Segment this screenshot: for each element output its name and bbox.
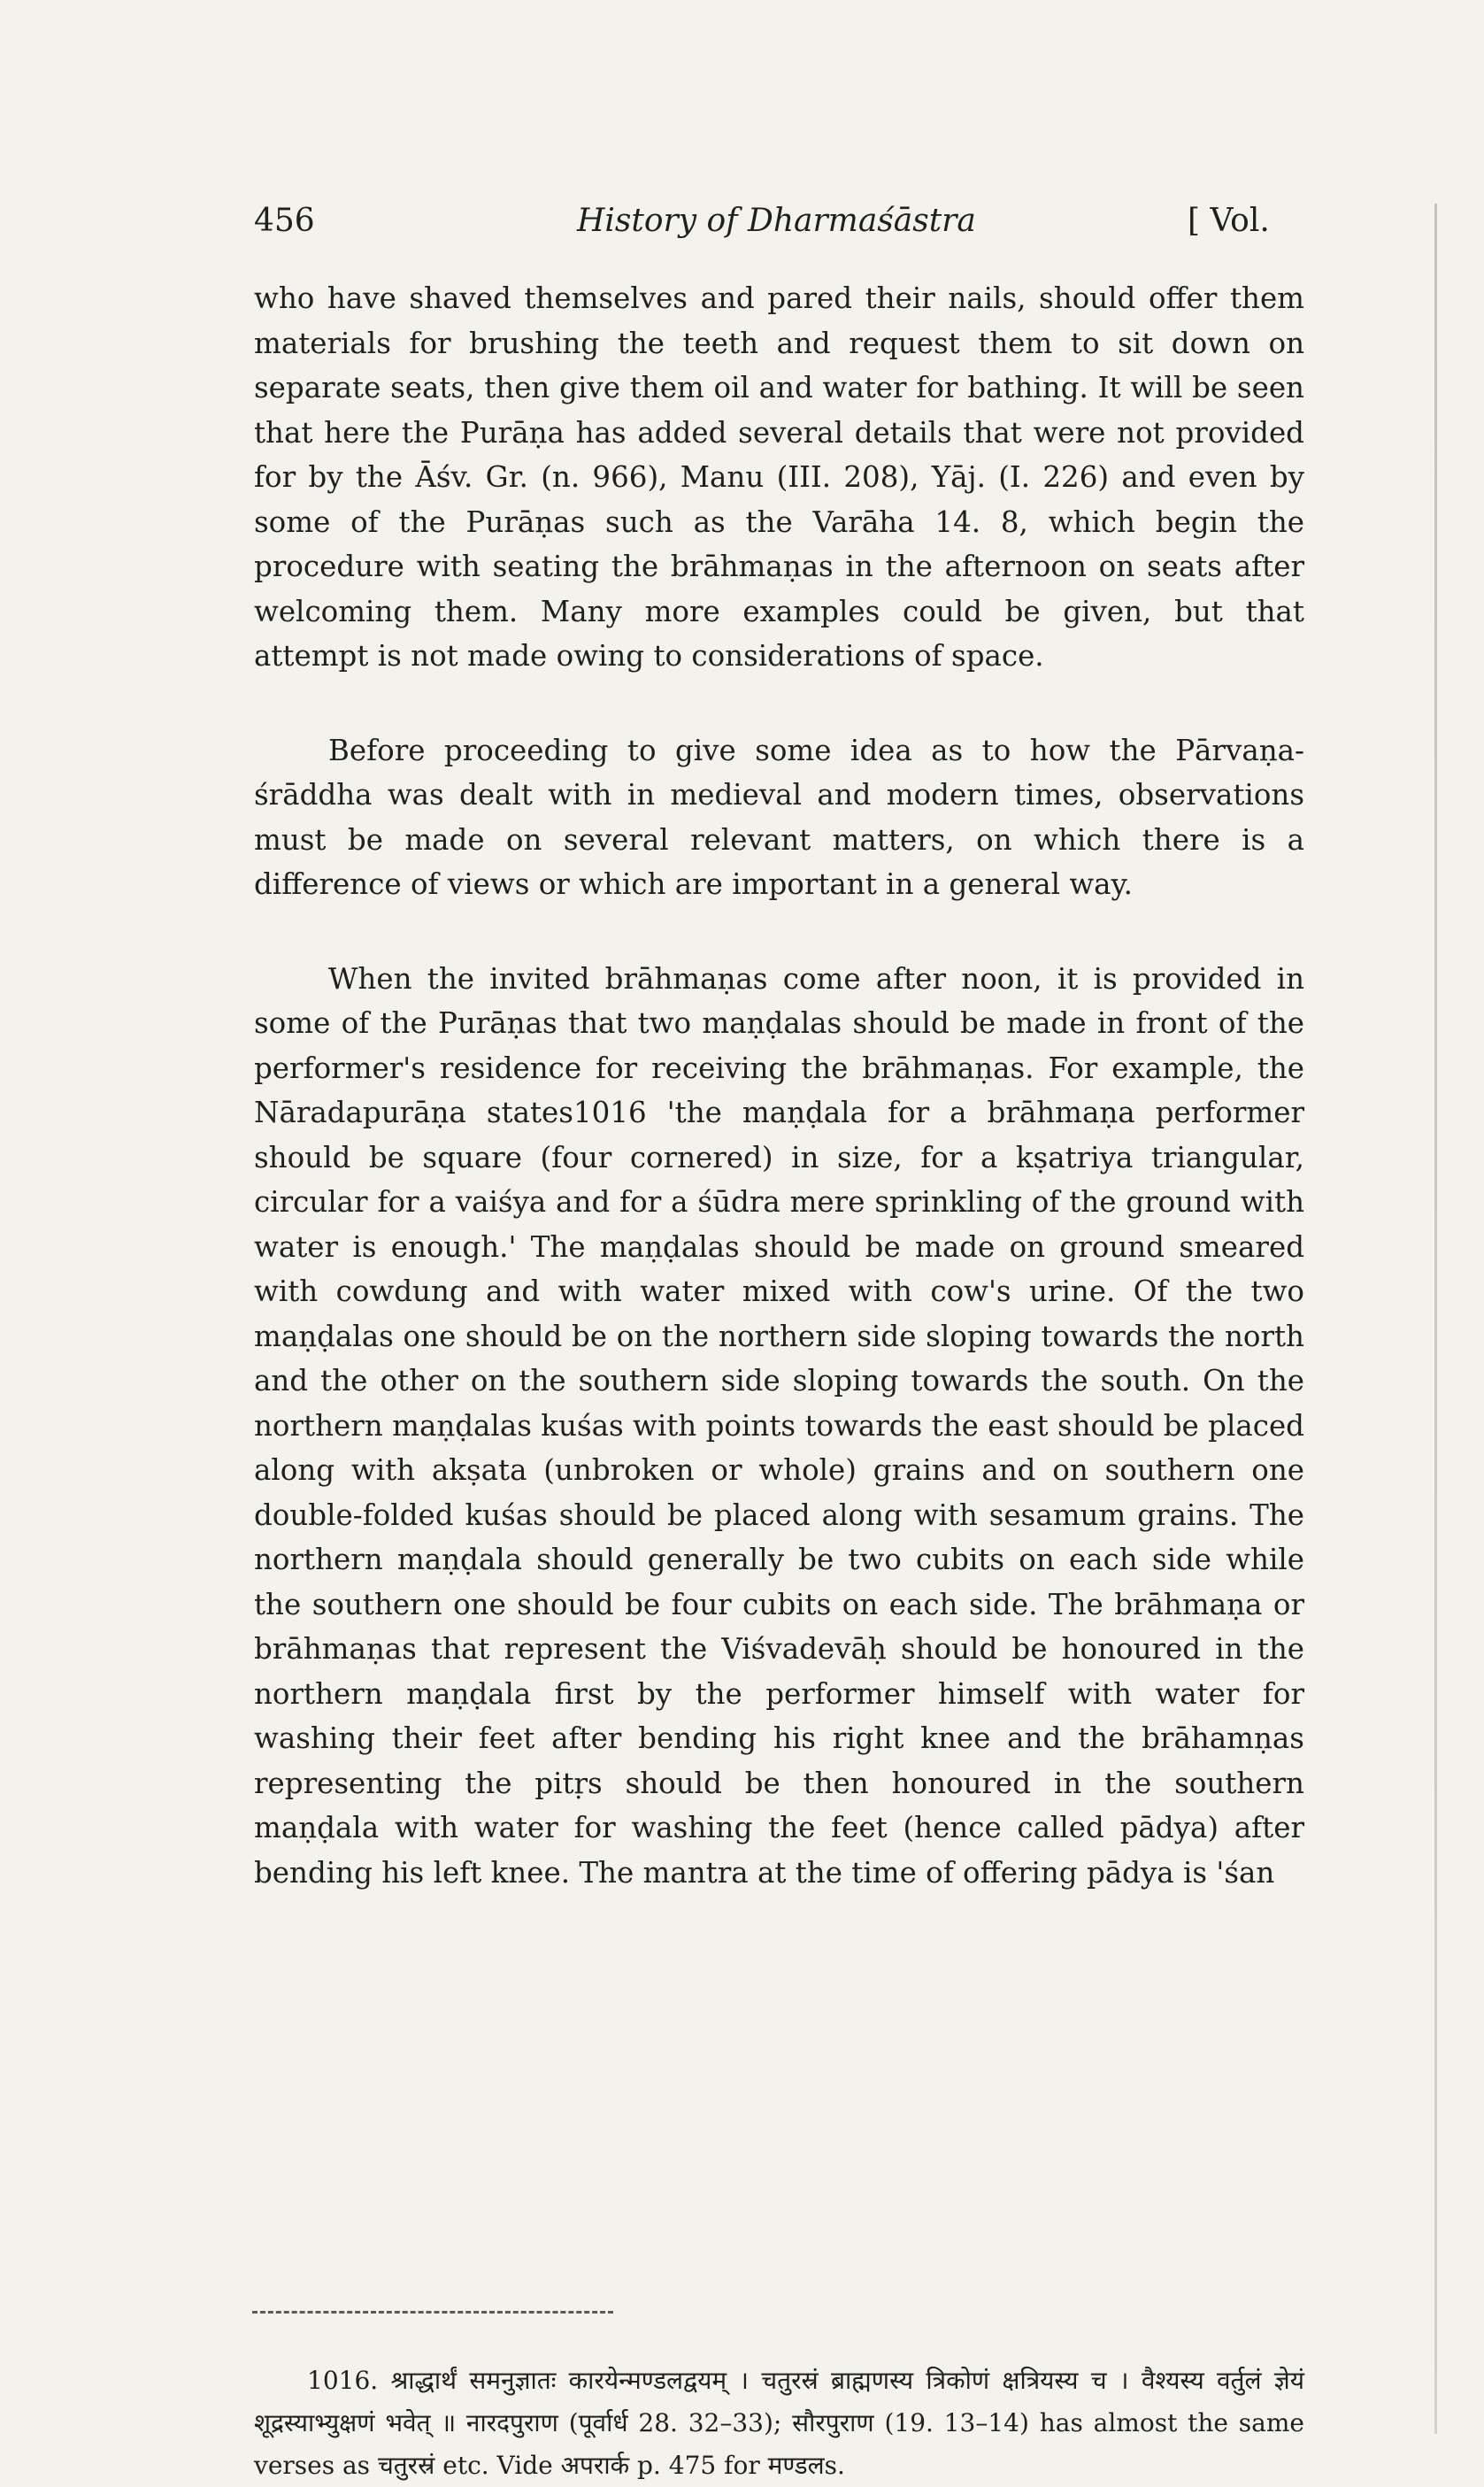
footnote-divider — [252, 2311, 613, 2314]
main-text — [254, 276, 1304, 1895]
running-title: History of Dharmaśāstra — [577, 203, 976, 239]
footnote-1016: 1016. श्राद्धार्थं समनुज्ञातः कारयेन्मण्डलद्वयम् । चतुरस्रं ब्राह्मणस्य त्रिकोणं क्षत्रियस्य च । वैश्यस्य वर्तुलं ज्ञेयं शूद्रस्याभ्युक्षणं भवेत् ॥ नारदपुराण (पूर्वार्ध 28. 32–33); सौरपुराण (19. 13–14) has almost the same verses as चतुरस्रं etc. Vide अपरार्क p. 475 for मण्डलs. — [254, 2366, 1304, 2480]
page-number: 456 — [254, 203, 315, 239]
paragraph: When the invited brāhmaṇas come after noon, it is provided in some of the Purāṇas that two maṇḍalas should be made in front of the performer's residence for receiving the brāhmaṇas. For example, the Nāradapurāṇa states1016 'the maṇḍala for a brāhmaṇa performer should be square (four cornered) in size, for a kṣatriya triangular, circular for a vaiśya and for a śūdra mere sprinkling of the ground with water is enough.' The maṇḍalas should be made on ground smeared with cowdung and with water mixed with cow's urine. Of the two maṇḍalas one should be on the northern side sloping towards the north and the other on the southern side sloping towards the south. On the northern maṇḍalas kuśas with points towards the east should be placed along with akṣata (unbroken or whole) grains and on southern one double-folded kuśas should be placed along with sesamum grains. The northern maṇḍala should generally be two cubits on each side while the southern one should be four cubits on each side. The brāhmaṇa or brāhmaṇas that represent the Viśvadevāḥ should be honoured in the northern maṇḍala first by the performer himself with water for washing their feet after bending his right knee and the brāhamṇas representing the pitṛs should be then honoured in the southern maṇḍala with water for washing the feet (hence called pādya) after bending his left knee. The mantra at the time of offering pādya is 'śan — [254, 961, 1304, 1890]
paragraph: Before proceeding to give some idea as to how the Pārvaṇa-śrāddha was dealt with in medieval and modern times, observations must be made on several relevant matters, on which there is a difference of views or which are important in a general way. — [254, 733, 1304, 901]
paragraph: who have shaved themselves and pared their nails, should offer them materials for brushing the teeth and request them to sit down on separate seats, then give them oil and water for bathing. It will be seen that here the Purāṇa has added several details that were not provided for by the Āśv. Gr. (n. 966), Manu (III. 208), Yāj. (I. 226) and even by some of the Purāṇas such as the Varāha 14. 8, which begin the procedure with seating the brāhmaṇas in the afternoon on seats after welcoming them. Many more examples could be given, but that attempt is not made owing to considerations of space. — [254, 281, 1304, 673]
running-header — [254, 195, 1316, 248]
volume-label: [ Vol. — [1188, 203, 1270, 239]
page-edge-line — [1434, 204, 1437, 2434]
